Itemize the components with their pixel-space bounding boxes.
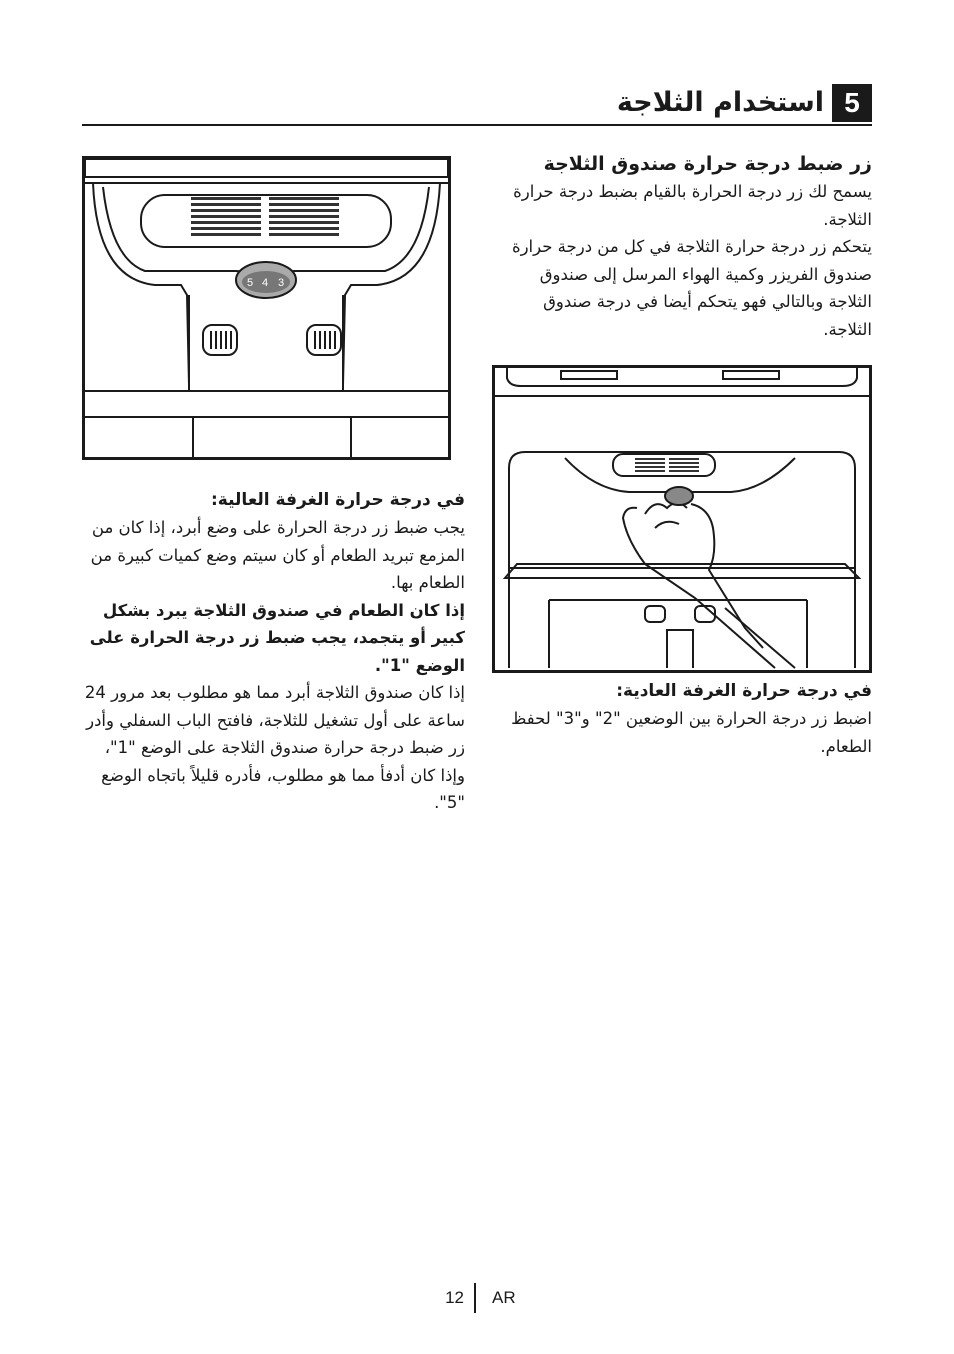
intro-paragraph: يسمح لك زر درجة الحرارة بالقيام بضبط درجة حرارة الثلاجة. bbox=[513, 182, 872, 229]
chapter-header bbox=[82, 84, 872, 126]
temperature-knob-section bbox=[492, 150, 872, 343]
temperature-dial bbox=[665, 487, 693, 505]
dial-label: 4 bbox=[262, 277, 269, 289]
normal-temperature-text: اضبط زر درجة الحرارة بين الوضعين "2" و"3" لحفظ الطعام. bbox=[511, 709, 872, 756]
chapter-number-badge: 5 bbox=[832, 84, 872, 122]
high-temperature-heading: في درجة حرارة الغرفة العالية: bbox=[211, 490, 465, 510]
footer-divider bbox=[474, 1283, 476, 1313]
page-number: 12 bbox=[445, 1288, 464, 1307]
fridge-interior-drawing bbox=[495, 368, 869, 670]
normal-room-temperature-section bbox=[492, 677, 872, 760]
normal-temperature-heading: في درجة حرارة الغرفة العادية: bbox=[616, 681, 872, 701]
adjustment-paragraph: إذا كان صندوق الثلاجة أبرد مما هو مطلوب بعد مرور 24 ساعة على أول تشغيل للثلاجة، فافتح الباب السفلي وأدر زر ضبط درجة حرارة صندوق الثلاجة على الوضع "1"، وإذا كان أدفأ مما هو مطلوب، فأدره قليلاً باتجاه الوضع "5". bbox=[84, 683, 465, 812]
control-panel-drawing bbox=[85, 159, 448, 457]
chapter-title: استخدام الثلاجة bbox=[616, 87, 824, 118]
control-description-paragraph: يتحكم زر درجة حرارة الثلاجة في كل من درجة حرارة صندوق الفريزر وكمية الهواء المرسل إلى صندوق الثلاجة وبالتالي فهو يتحكم أيضا في درجة صندوق الثلاجة. bbox=[511, 237, 872, 339]
control-panel-illustration bbox=[82, 156, 451, 460]
section-heading: زر ضبط درجة حرارة صندوق الثلاجة bbox=[543, 153, 872, 175]
freezing-warning-paragraph: إذا كان الطعام في صندوق الثلاجة يبرد بشكل كبير أو يتجمد، يجب ضبط زر درجة الحرارة على الوضع "1". bbox=[89, 600, 465, 675]
high-room-temperature-section bbox=[82, 486, 465, 817]
language-code: AR bbox=[492, 1288, 516, 1307]
dial-label: 3 bbox=[278, 277, 285, 289]
page-footer bbox=[0, 1283, 954, 1313]
dial-label: 5 bbox=[247, 277, 254, 289]
hand-turning-dial-illustration bbox=[492, 365, 872, 673]
high-temperature-paragraph: يجب ضبط زر درجة الحرارة على وضع أبرد، إذا كان من المزمع تبريد الطعام أو كان سيتم وضع كميات كبيرة من الطعام بها. bbox=[90, 518, 465, 592]
